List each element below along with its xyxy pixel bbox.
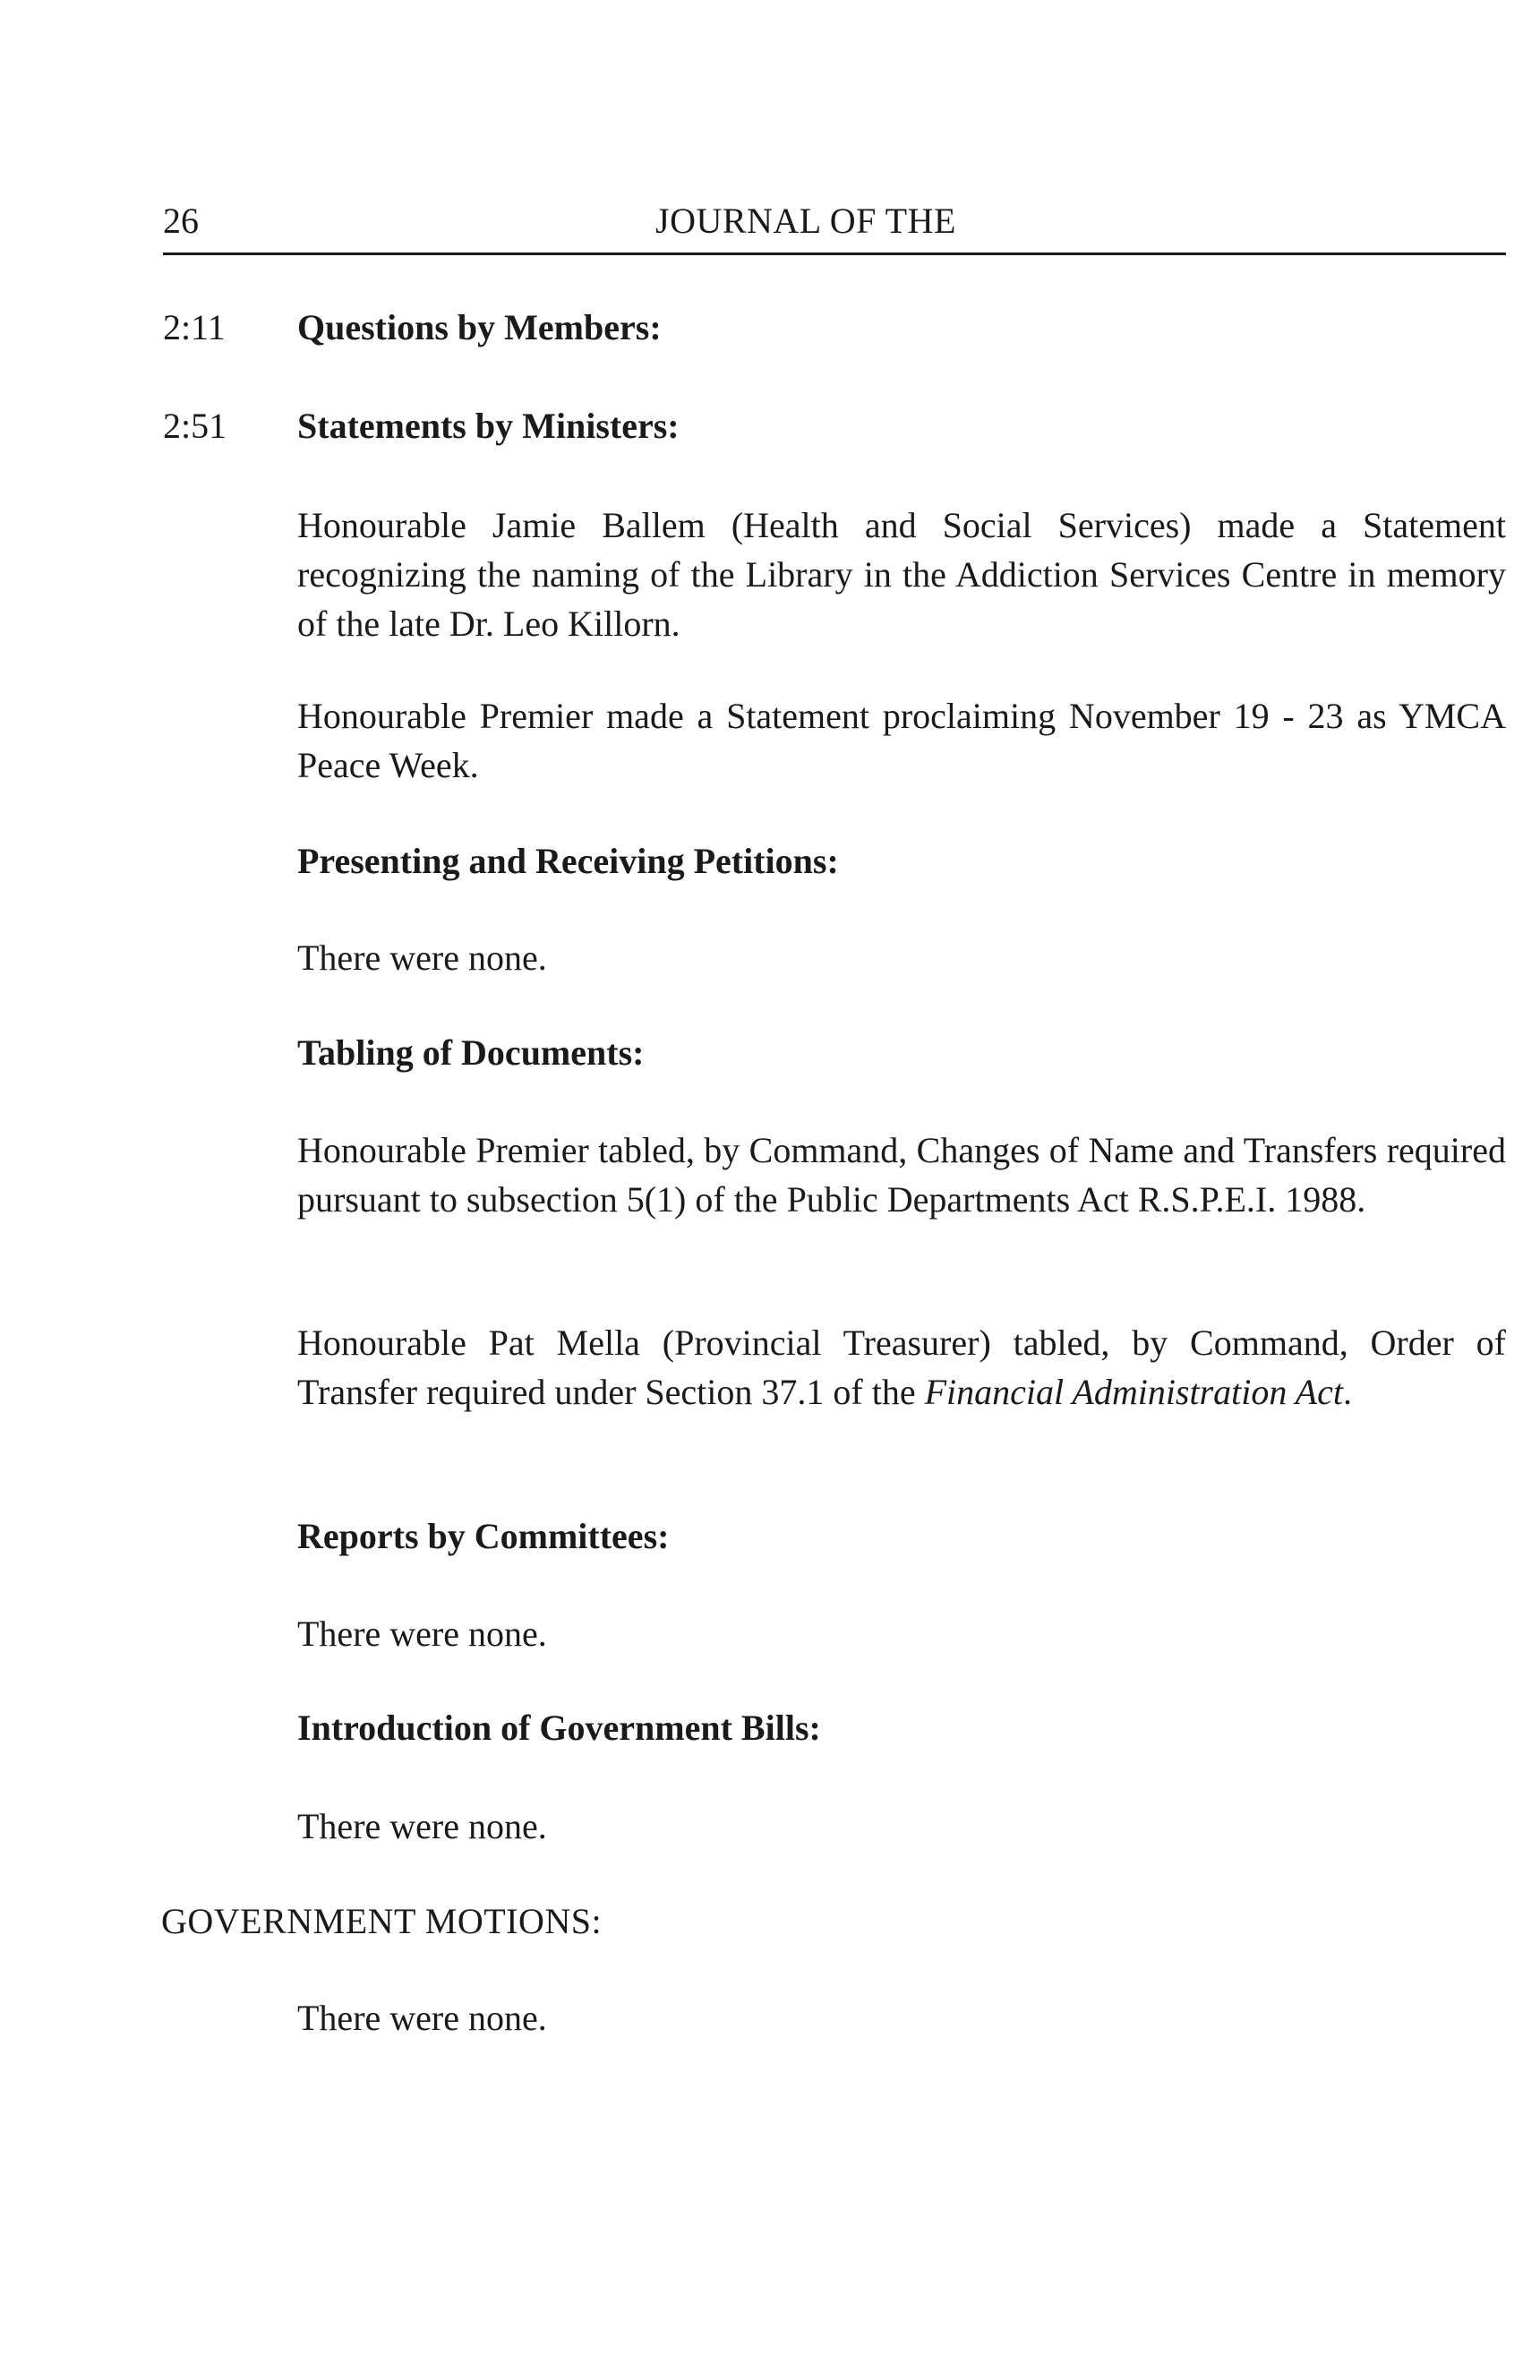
running-head: JOURNAL OF THE (655, 201, 956, 241)
statement-paragraph-2: Honourable Premier made a Statement proclaiming November 19 - 23 as YMCA Peace Week. (297, 696, 1506, 785)
documents-paragraph-2 (297, 1318, 1506, 1417)
questions-heading: Questions by Members: (297, 307, 662, 347)
motions-heading: GOVERNMENT MOTIONS: (161, 1901, 603, 1941)
statements-time: 2:51 (163, 406, 227, 446)
committees-text: There were none. (297, 1614, 547, 1654)
questions-time: 2:11 (163, 307, 226, 347)
committees-heading: Reports by Committees: (297, 1516, 670, 1556)
page-header (163, 199, 1506, 255)
petitions-heading: Presenting and Receiving Petitions: (297, 841, 839, 881)
documents-heading: Tabling of Documents: (297, 1032, 645, 1073)
motions-text: There were none. (297, 1998, 547, 2038)
documents-paragraph-2-start: Honourable Pat Mella (Provincial Treasurer) tabled, by Command, Order of Transfer required under Section 37.1 of the (297, 1323, 1506, 1412)
documents-paragraph-1: Honourable Premier tabled, by Command, Changes of Name and Transfers required pursuant to subsection 5(1) of the Public Departments Act R.S.P.E.I. 1988. (297, 1130, 1506, 1220)
petitions-text: There were none. (297, 937, 547, 978)
page-number: 26 (163, 201, 199, 241)
statements-heading: Statements by Ministers: (297, 406, 680, 446)
bills-heading: Introduction of Government Bills: (297, 1708, 821, 1748)
documents-paragraph-2-end: . (1342, 1372, 1352, 1412)
bills-text: There were none. (297, 1806, 547, 1846)
statement-paragraph-1: Honourable Jamie Ballem (Health and Social Services) made a Statement recognizing the naming of the Library in the Addiction Services Centre in memory of the late Dr. Leo Killorn. (297, 505, 1506, 644)
act-title: Financial Administration Act (924, 1372, 1343, 1412)
